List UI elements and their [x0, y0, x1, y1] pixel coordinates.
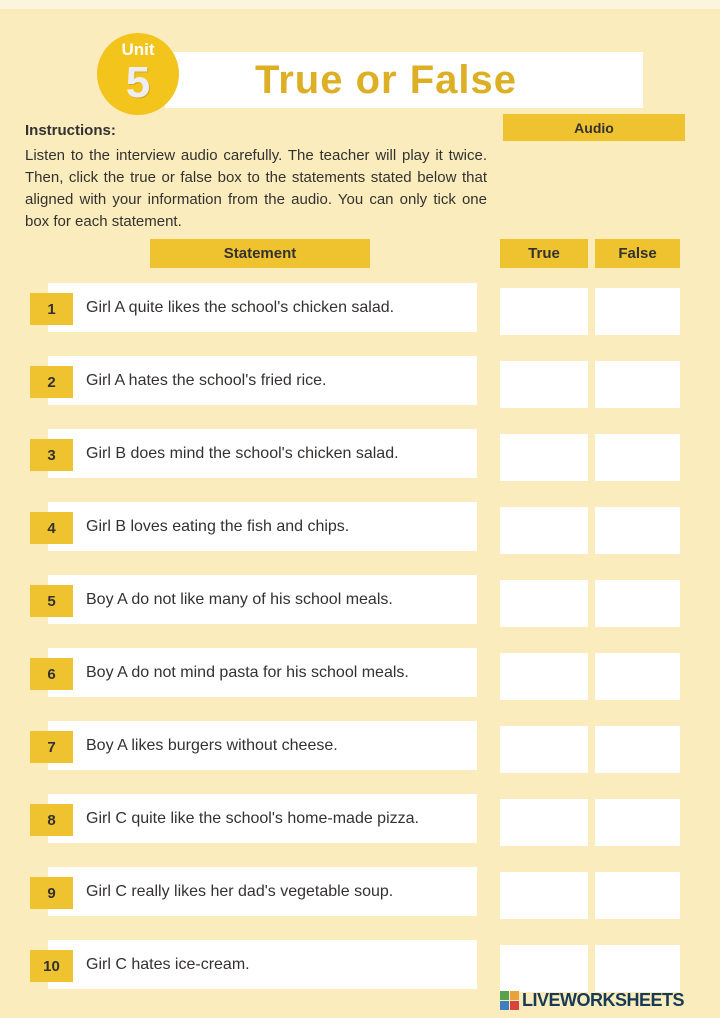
statement-text: Girl C really likes her dad's vegetable soup. — [86, 882, 394, 900]
statement-bar — [48, 283, 477, 332]
unit-label: Unit — [121, 40, 155, 59]
false-checkbox[interactable] — [595, 288, 680, 335]
row-number-badge: 1 — [30, 293, 73, 325]
page-title: True or False — [255, 57, 517, 102]
statement-column-header: Statement — [150, 239, 370, 268]
statement-bar — [48, 867, 477, 916]
true-column-header: True — [500, 239, 588, 268]
row-number-badge: 7 — [30, 731, 73, 763]
title-banner — [165, 52, 643, 108]
false-checkbox[interactable] — [595, 361, 680, 408]
true-checkbox[interactable] — [500, 361, 588, 408]
instructions-text: Listen to the interview audio carefully. The teacher will play it twice. Then, click the true or false box to the statements stated below that aligned with your information from the audio. You can only tick one box for each statement. — [25, 147, 487, 230]
false-checkbox[interactable] — [595, 872, 680, 919]
statement-bar — [48, 356, 477, 405]
instructions-label: Instructions: — [25, 122, 116, 139]
logo-square-red — [510, 1001, 519, 1010]
false-checkbox[interactable] — [595, 507, 680, 554]
table-row — [0, 940, 720, 989]
statement-bar — [48, 575, 477, 624]
table-row — [0, 867, 720, 916]
brand-name: LIVEWORKSHEETS — [522, 989, 685, 1010]
table-row — [0, 356, 720, 405]
statement-text: Girl B loves eating the fish and chips. — [86, 517, 350, 535]
true-checkbox[interactable] — [500, 726, 588, 773]
true-checkbox[interactable] — [500, 799, 588, 846]
statement-text: Girl A quite likes the school's chicken salad. — [86, 298, 395, 316]
footer — [500, 989, 718, 1011]
true-checkbox[interactable] — [500, 945, 588, 992]
row-number-badge: 4 — [30, 512, 73, 544]
true-checkbox[interactable] — [500, 580, 588, 627]
logo-square-orange — [510, 991, 519, 1000]
table-row — [0, 283, 720, 332]
statement-text: Girl A hates the school's fried rice. — [86, 371, 327, 389]
statement-bar — [48, 502, 477, 551]
liveworksheets-logo-icon — [500, 991, 519, 1010]
statement-bar — [48, 721, 477, 770]
row-number-badge: 8 — [30, 804, 73, 836]
true-checkbox[interactable] — [500, 507, 588, 554]
row-number-badge: 10 — [30, 950, 73, 982]
statement-bar — [48, 940, 477, 989]
true-checkbox[interactable] — [500, 288, 588, 335]
logo-square-blue — [500, 1001, 509, 1010]
false-checkbox[interactable] — [595, 653, 680, 700]
table-row — [0, 575, 720, 624]
statement-text: Boy A do not like many of his school meals. — [86, 590, 393, 608]
statement-bar — [48, 648, 477, 697]
table-row — [0, 502, 720, 551]
table-row — [0, 721, 720, 770]
unit-number: 5 — [125, 58, 151, 107]
statement-text: Girl C hates ice-cream. — [86, 955, 250, 973]
table-row — [0, 794, 720, 843]
false-checkbox[interactable] — [595, 945, 680, 992]
statement-text: Boy A likes burgers without cheese. — [86, 736, 338, 754]
false-checkbox[interactable] — [595, 726, 680, 773]
true-checkbox[interactable] — [500, 872, 588, 919]
statement-bar — [48, 794, 477, 843]
statement-bar — [48, 429, 477, 478]
table-row — [0, 429, 720, 478]
false-checkbox[interactable] — [595, 580, 680, 627]
row-number-badge: 2 — [30, 366, 73, 398]
logo-square-green — [500, 991, 509, 1000]
row-number-badge: 3 — [30, 439, 73, 471]
true-checkbox[interactable] — [500, 434, 588, 481]
page-top-edge — [0, 0, 720, 9]
row-number-badge: 5 — [30, 585, 73, 617]
row-number-badge: 9 — [30, 877, 73, 909]
rows — [0, 283, 720, 1013]
false-checkbox[interactable] — [595, 434, 680, 481]
table-row — [0, 648, 720, 697]
row-number-badge: 6 — [30, 658, 73, 690]
true-checkbox[interactable] — [500, 653, 588, 700]
audio-button[interactable]: Audio — [503, 114, 685, 141]
statement-text: Girl B does mind the school's chicken salad. — [86, 444, 399, 462]
unit-badge — [97, 33, 179, 115]
statement-text: Boy A do not mind pasta for his school meals. — [86, 663, 409, 681]
statement-text: Girl C quite like the school's home-made pizza. — [86, 809, 419, 827]
instructions-block — [25, 122, 487, 233]
false-checkbox[interactable] — [595, 799, 680, 846]
false-column-header: False — [595, 239, 680, 268]
